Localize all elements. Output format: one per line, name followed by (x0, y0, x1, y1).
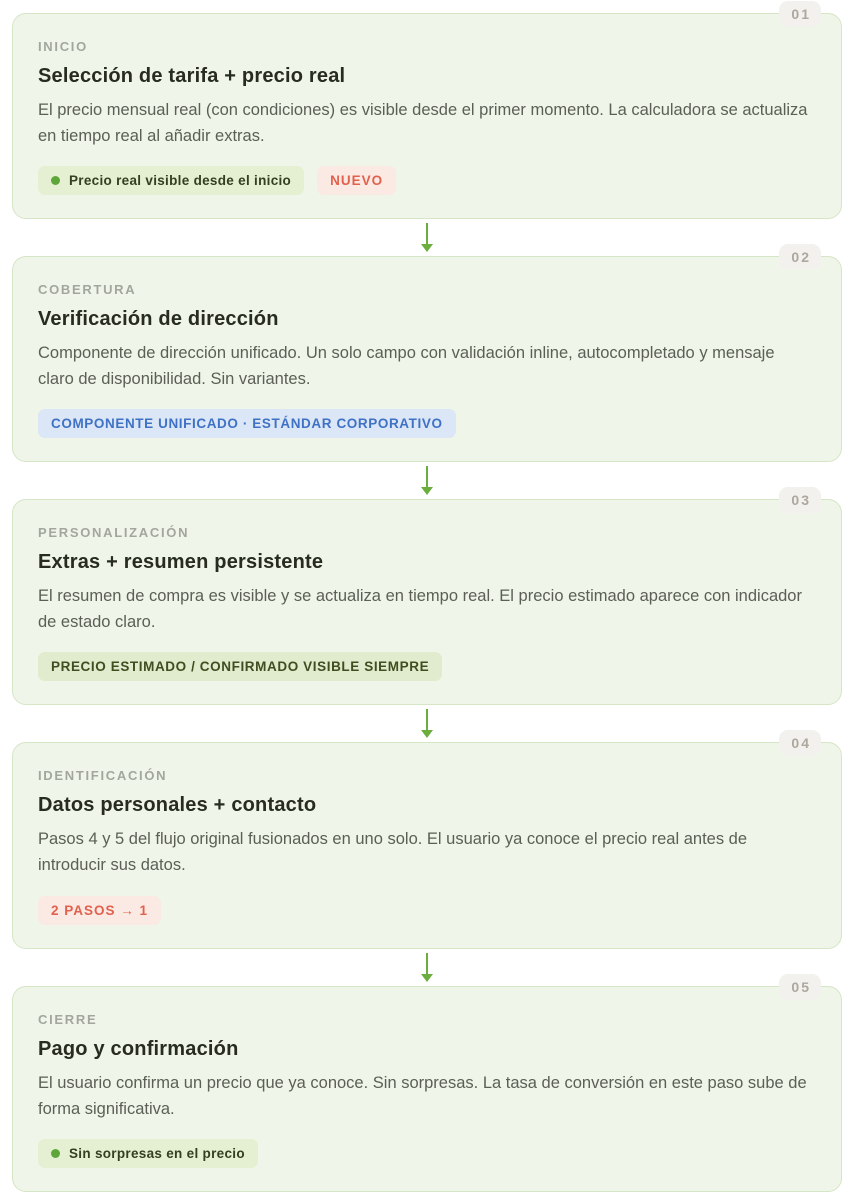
step-category: PERSONALIZACIÓN (38, 525, 190, 541)
arrow-line (426, 223, 428, 244)
step-card-body (12, 986, 842, 1192)
step-description: El precio mensual real (con condiciones) es visible desde el primer momento. La calculadora se actualiza en tiempo real al añadir extras. (38, 101, 808, 146)
dot-icon (51, 176, 60, 185)
step-card-cierre (12, 978, 842, 1192)
arrow-line (426, 466, 428, 487)
step-card-identificacion (12, 735, 842, 948)
step-category: INICIO (38, 39, 88, 54)
step-badges (38, 166, 813, 195)
arrow-line (426, 709, 428, 730)
status-badge (38, 166, 304, 195)
badge-label: Precio real visible desde el inicio (69, 173, 292, 189)
step-category: IDENTIFICACIÓN (38, 768, 168, 784)
status-badge: NUEVO (317, 166, 396, 195)
arrow-head-icon (421, 730, 433, 738)
step-title: Datos personales + contacto (38, 794, 317, 817)
status-badge: COMPONENTE UNIFICADO · ESTÁNDAR CORPORATIVO (38, 409, 456, 438)
step-number-badge: 04 (779, 730, 821, 756)
step-title: Selección de tarifa + precio real (38, 65, 346, 87)
step-card-body (12, 742, 842, 948)
step-title: Extras + resumen persistente (38, 551, 324, 574)
step-category: CIERRE (38, 1011, 98, 1027)
status-badge: PRECIO ESTIMADO / CONFIRMADO VISIBLE SIEMPRE (38, 652, 442, 681)
step-badges (38, 1139, 813, 1168)
step-description: Componente de dirección unificado. Un solo campo con validación inline, autocompletado y mensaje claro de disponibilidad. Sin variantes. (38, 344, 775, 389)
dot-icon (51, 1149, 60, 1158)
arrow-head-icon (421, 244, 433, 252)
step-category: COBERTURA (38, 282, 137, 298)
step-description: Pasos 4 y 5 del flujo original fusionados en uno solo. El usuario ya conoce el precio real antes de introducir sus datos. (38, 830, 748, 875)
arrow-head-icon (421, 974, 433, 982)
arrow-head-icon (421, 487, 433, 495)
step-card-body (12, 256, 842, 462)
step-card-body (12, 499, 842, 705)
step-title: Pago y confirmación (38, 1037, 239, 1060)
step-badges (38, 896, 813, 925)
arrow-line (426, 953, 428, 974)
status-badge: 2 PASOS → 1 (38, 896, 161, 925)
badge-label: Sin sorpresas en el precio (69, 1145, 245, 1161)
step-card-inicio (12, 6, 842, 219)
flow-arrow-down (12, 462, 842, 499)
step-description: El usuario confirma un precio que ya conoce. Sin sorpresas. La tasa de conversión en este paso sube de forma significativa. (38, 1073, 807, 1118)
step-card-personalizacion (12, 492, 842, 705)
step-number-badge: 02 (779, 244, 821, 270)
step-number-badge: 05 (779, 974, 821, 1000)
status-badge (38, 1139, 258, 1168)
step-title: Verificación de dirección (38, 308, 279, 331)
step-description: El resumen de compra es visible y se actualiza en tiempo real. El precio estimado aparece con indicador de estado claro. (38, 587, 802, 632)
flow-arrow-down (12, 219, 842, 256)
step-card-body (12, 13, 842, 219)
flow-arrow-down (12, 949, 842, 986)
flow-arrow-down (12, 705, 842, 742)
step-number-badge: 03 (779, 487, 821, 513)
step-badges (38, 409, 813, 438)
step-card-cobertura (12, 249, 842, 462)
step-badges (38, 652, 813, 681)
step-number-badge: 01 (779, 1, 821, 27)
